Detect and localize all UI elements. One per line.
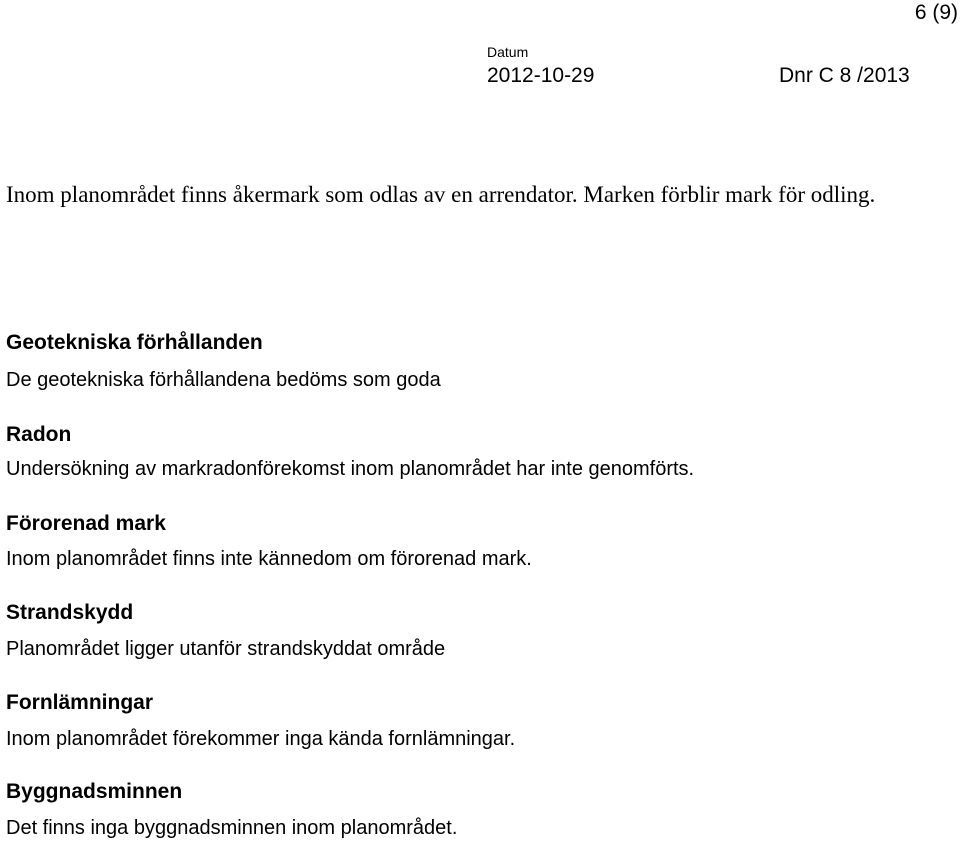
section-heading-fornlamningar: Fornlämningar (6, 691, 154, 714)
section-heading-strandskydd: Strandskydd (6, 601, 134, 624)
section-text-fororenad-mark: Inom planområdet finns inte kännedom om förorenad mark. (6, 548, 532, 570)
section-heading-geotekniska: Geotekniska förhållanden (6, 331, 263, 354)
intro-paragraph: Inom planområdet finns åkermark som odlas av en arrendator. Marken förblir mark för odling. (6, 182, 876, 207)
section-text-byggnadsminnen: Det finns inga byggnadsminnen inom planområdet. (6, 817, 458, 839)
section-text-strandskydd: Planområdet ligger utanför strandskyddat område (6, 638, 446, 660)
document-dnr: Dnr C 8 /2013 (779, 64, 910, 87)
section-heading-fororenad-mark: Förorenad mark (6, 512, 166, 535)
page-number: 6 (9) (914, 1, 958, 24)
section-heading-radon: Radon (6, 423, 72, 446)
section-heading-byggnadsminnen: Byggnadsminnen (6, 780, 183, 803)
document-date: 2012-10-29 (487, 64, 595, 87)
section-text-geotekniska: De geotekniska förhållandena bedöms som goda (6, 369, 441, 391)
datum-label: Datum (487, 44, 529, 60)
section-text-radon: Undersökning av markradonförekomst inom planområdet har inte genomförts. (6, 458, 695, 480)
section-text-fornlamningar: Inom planområdet förekommer inga kända fornlämningar. (6, 728, 516, 750)
